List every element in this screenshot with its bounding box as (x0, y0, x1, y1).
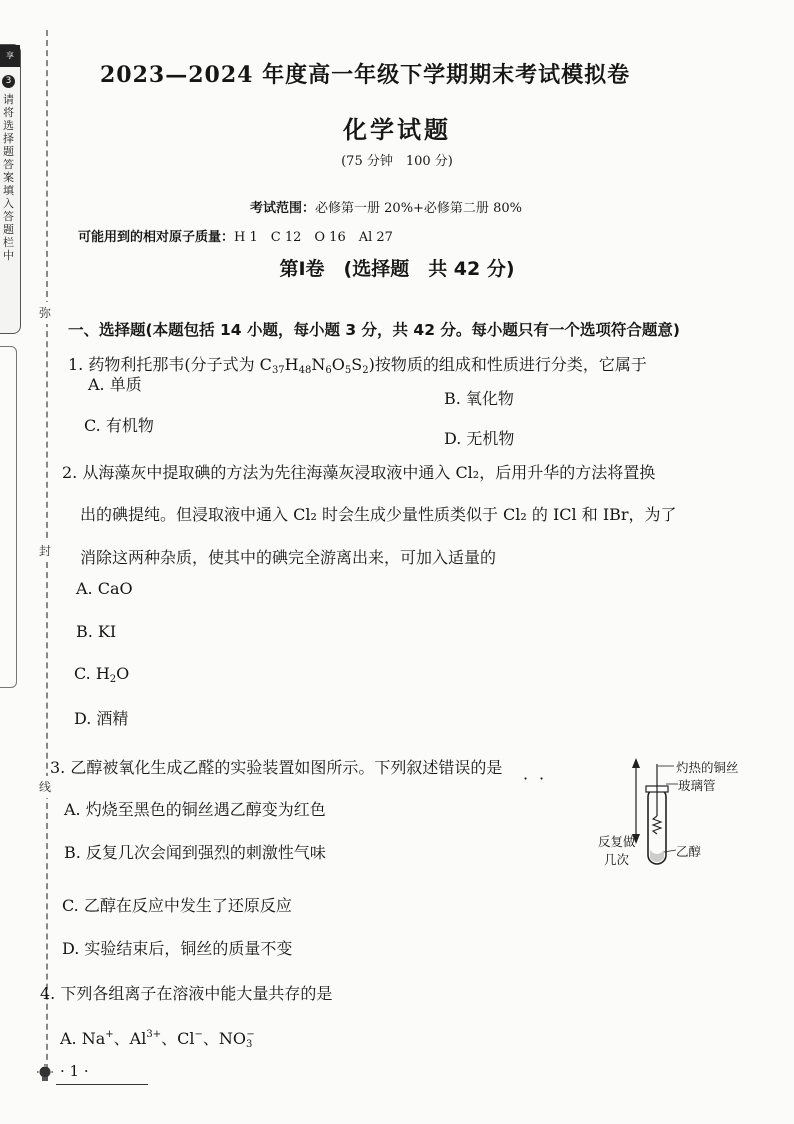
arrow-up-head (632, 758, 640, 768)
seal-word-xian: 线 (34, 776, 56, 798)
label-repeat-line2: 几次 (604, 852, 630, 867)
binding-margin-box-lower (0, 346, 17, 688)
question-2-line-3: 消除这两种杂质，使其中的碘完全游离出来，可加入适量的 (80, 548, 497, 567)
apparatus-figure (596, 754, 766, 874)
binding-margin-box (0, 44, 21, 334)
question-1-option-b: B. 氧化物 (444, 389, 514, 408)
lightbulb-icon (36, 1064, 54, 1084)
footer-rule (56, 1084, 148, 1085)
question-1-stem: 1. 药物利托那韦(分子式为 $C_{37}H_{48}N_6O_5S_2$)按物质的组成和性质进行分类，它属于 (68, 355, 647, 376)
copper-coil (653, 816, 661, 834)
question-3-stem: 3. 乙醇被氧化生成乙醛的实验装置如图所示。下列叙述错误的是 (50, 758, 503, 777)
masses-label: 可能用到的相对原子质量： (78, 230, 235, 245)
masses-value: H 1 C 12 O 16 Al 27 (234, 230, 393, 245)
question-2-option-d: D. 酒精 (74, 709, 129, 728)
label-repeat-line1: 反复做 (598, 834, 636, 849)
question-3-option-a: A. 灼烧至黑色的铜丝遇乙醇变为红色 (64, 800, 326, 819)
question-4-option-a: A. Na+、$Al^{3+}$、Cl−、$NO_3^-$ (60, 1029, 255, 1050)
seal-word-mi: 弥 (34, 302, 56, 324)
question-1-option-d: D. 无机物 (444, 429, 515, 448)
question-2-option-a: A. CaO (76, 579, 133, 598)
question-1-option-a: A. 单质 (88, 375, 142, 394)
seal-word-feng: 封 (34, 540, 56, 562)
scope-label: 考试范围： (250, 201, 316, 216)
margin-number-badge: 3 (2, 75, 15, 88)
exam-title: 2023—2024 年度高一年级下学期期末考试模拟卷 (100, 62, 631, 88)
question-2-line-2: 出的碘提纯。但浸取液中通入 Cl₂ 时会生成少量性质类似于 Cl₂ 的 ICl 和 IBr，为了 (80, 505, 677, 524)
label-glass-tube: 玻璃管 (678, 778, 716, 793)
question-2-option-c: C. $H_2O$ (74, 664, 130, 685)
question-2-line-1: 2. 从海藻灰中提取碘的方法为先往海藻灰浸取液中通入 Cl₂，后用升华的方法将置换 (62, 463, 656, 482)
page-number: · 1 · (60, 1062, 89, 1080)
margin-vertical-note: 请将选择题答案填入答题栏中 (3, 93, 14, 262)
question-3-option-d: D. 实验结束后，铜丝的质量不变 (62, 939, 293, 958)
question-2-option-b: B. KI (76, 622, 117, 641)
exam-scope (250, 197, 522, 216)
label-ethanol: 乙醇 (676, 844, 702, 859)
section-title: 第Ⅰ卷 (选择题 共 42 分) (279, 258, 515, 280)
time-score: (75 分钟 100 分) (341, 154, 453, 169)
subject-title: 化学试题 (343, 115, 451, 144)
question-1-option-c: C. 有机物 (84, 416, 154, 435)
question-3-option-c: C. 乙醇在反应中发生了还原反应 (62, 896, 292, 915)
ethanol-liquid (650, 850, 664, 862)
section-instruction: 一、选择题(本题包括 14 小题，每小题 3 分，共 42 分。每小题只有一个选项符合题意) (68, 321, 680, 339)
margin-top-label: 享 (0, 45, 20, 67)
atomic-masses (78, 226, 393, 245)
emphasis-dot: · (523, 769, 529, 788)
question-3-option-b: B. 反复几次会闻到强烈的刺激性气味 (64, 843, 326, 862)
label-hot-copper-wire: 灼热的铜丝 (676, 760, 739, 775)
emphasis-dot: · (539, 769, 545, 788)
scope-value: 必修第一册 20%+必修第二册 80% (315, 201, 522, 216)
question-4-stem: 4. 下列各组离子在溶液中能大量共存的是 (40, 984, 333, 1003)
